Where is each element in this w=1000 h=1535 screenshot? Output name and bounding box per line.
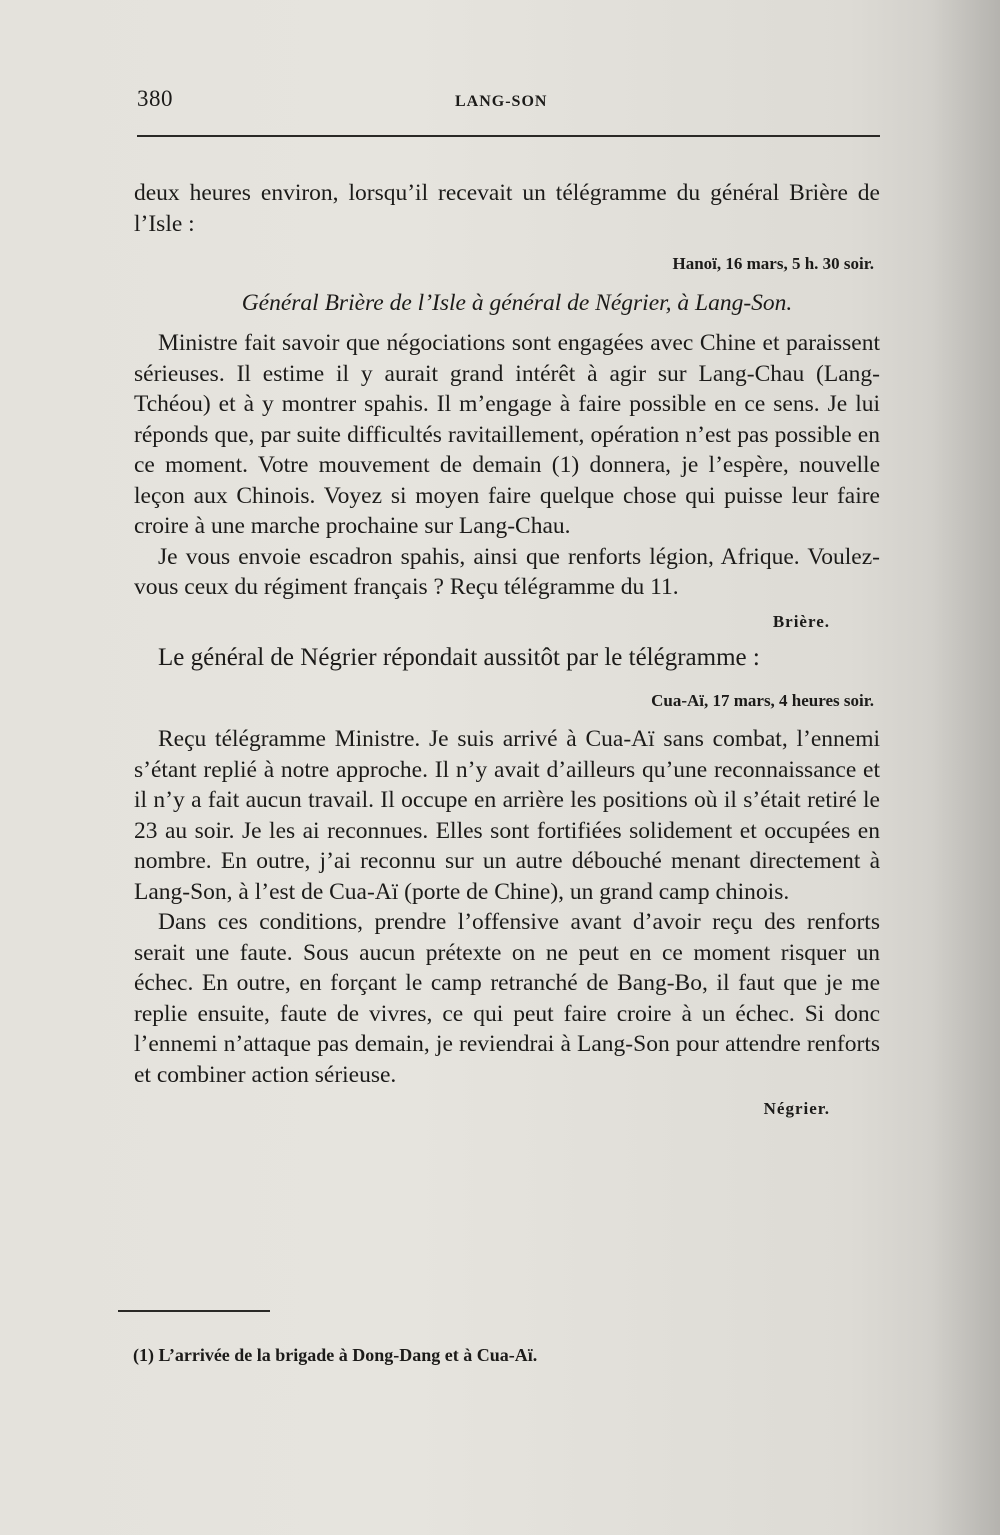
paragraph-reply-1: Reçu télégramme Ministre. Je suis arrivé à Cua-Aï sans combat, l’ennemi s’étant replié à notre approche. Il n’y avait d’ailleurs qu’une reconnaissance et il n’y a fait aucun travail. Il occupe en arrière les positions où il s’était retiré le 23 au soir. Je les ai reconnues. Elles sont fortifiées solidement et occupées en nombre. En outre, j’ai reconnu sur un autre débouché menant directement à Lang-Son, à l’est de Cua-Aï (porte de Chine), un grand camp chinois. <box>134 726 880 905</box>
page-header <box>137 86 880 116</box>
paragraph-reply-2: Dans ces conditions, prendre l’offensive avant d’avoir reçu des renforts serait une faute. Sous aucun prétexte on ne peut en ce moment risquer un échec. En outre, en forçant le camp retranché de Bang-Bo, il faut que je me replie ensuite, faute de vivres, ce qui peut faire croire à un échec. Si donc l’ennemi n’attaque pas demain, je reviendrai à Lang-Son pour attendre renforts et combiner action sérieuse. <box>134 909 880 1088</box>
signature-briere: Brière. <box>772 611 830 631</box>
telegram-heading: Général Brière de l’Isle à général de Négrier, à Lang-Son. <box>241 289 793 316</box>
signature-negrier: Négrier. <box>763 1099 830 1118</box>
footnote: (1) L’arrivée de la brigade à Dong-Dang et à Cua-Aï. <box>133 1345 538 1365</box>
dateline-cua-ai: Cua-Aï, 17 mars, 4 heures soir. <box>651 690 874 710</box>
paragraph-reply-intro: Le général de Négrier répondait aussitôt par le télégramme : <box>158 644 760 671</box>
page-number: 380 <box>137 86 173 111</box>
body-text <box>134 178 880 1131</box>
paragraph-intro: deux heures environ, lorsqu’il recevait un télégramme du général Brière de l’Isle : <box>134 180 880 237</box>
paragraph-telegram-2: Je vous envoie escadron spahis, ainsi que renforts légion, Afrique. Voulez-vous ceux du régiment français ? Reçu télégramme du 11. <box>134 543 880 600</box>
paragraph-telegram-1: Ministre fait savoir que négociations sont engagées avec Chine et paraissent sérieuses. Il estime il y aurait grand intérêt à agir sur Lang-Chau (Lang-Tchéou) et à y montrer spahis. Il m’engage à faire possible en ce sens. Je lui réponds que, par suite difficultés ravitaillement, opération n’est pas possible en ce moment. Votre mouvement de demain (1) donnera, je l’espère, nouvelle leçon aux Chinois. Voyez si moyen faire quelque chose qui puisse leur faire croire à une marche prochaine sur Lang-Chau. <box>134 330 880 539</box>
dateline-hanoi: Hanoï, 16 mars, 5 h. 30 soir. <box>672 254 874 273</box>
page-edge-shadow <box>930 0 1000 1535</box>
footnote-rule <box>118 1310 270 1312</box>
running-title: LANG-SON <box>455 93 548 110</box>
header-rule <box>137 135 880 137</box>
